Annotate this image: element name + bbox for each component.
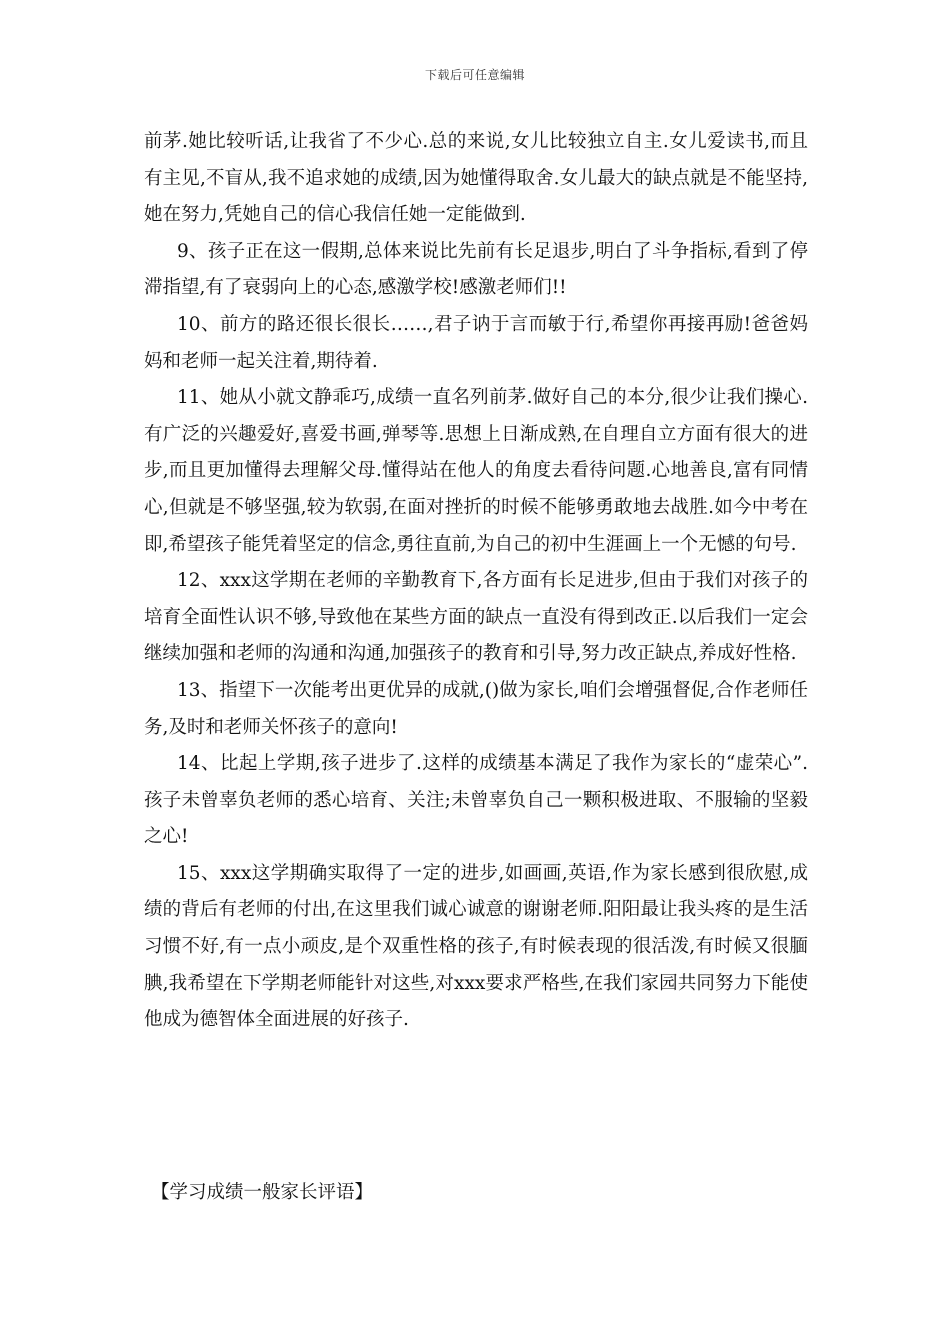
paragraph-continued: 前茅.她比较听话,让我省了不少心.总的来说,女儿比较独立自主.女儿爱读书,而且有主见,不盲从,我不追求她的成绩,因为她懂得取舍.女儿最大的缺点就是不能坚持,她在努力,凭她自己的信心我信任她一定能做到. [144,131,808,226]
paragraph-14: 14、比起上学期,孩子进步了.这样的成绩基本满足了我作为家长的“虚荣心”.孩子未曾辜负老师的悉心培育、关注;未曾辜负自己一颗积极进取、不服输的坚毅之心! [144,753,808,848]
section-title: 【学习成绩一般家长评语】 [151,1182,374,1203]
paragraph-13: 13、指望下一次能考出更优异的成就,()做为家长,咱们会增强督促,合作老师任务,及时和老师关怀孩子的意向! [144,679,808,738]
paragraph-9: 9、孩子正在这一假期,总体来说比先前有长足退步,明白了斗争指标,看到了停滞指望,有了衰弱向上的心态,感激学校!感激老师们!! [144,240,808,299]
document-body [144,124,808,1039]
page-header: 下载后可任意编辑 [424,68,525,82]
paragraph-12: 12、xxx这学期在老师的辛勤教育下,各方面有长足进步,但由于我们对孩子的培育全面性认识不够,导致他在某些方面的缺点一直没有得到改正.以后我们一定会继续加强和老师的沟通和沟通,加强孩子的教育和引导,努力改正缺点,养成好性格. [144,570,808,665]
paragraph-11: 11、她从小就文静乖巧,成绩一直名列前茅.做好自己的本分,很少让我们操心.有广泛的兴趣爱好,喜爱书画,弹琴等.思想上日渐成熟,在自理自立方面有很大的进步,而且更加懂得去理解父母.懂得站在他人的角度去看待问题.心地善良,富有同情心,但就是不够坚强,较为软弱,在面对挫折的时候不能够勇敢地去战胜.如今中考在即,希望孩子能凭着坚定的信念,勇往直前,为自己的初中生涯画上一个无憾的句号. [144,387,808,555]
paragraph-10: 10、前方的路还很长很长……,君子讷于言而敏于行,希望你再接再励!爸爸妈妈和老师一起关注着,期待着. [144,313,808,372]
paragraph-15: 15、xxx这学期确实取得了一定的进步,如画画,英语,作为家长感到很欣慰,成绩的背后有老师的付出,在这里我们诚心诚意的谢谢老师.阳阳最让我头疼的是生活习惯不好,有一点小顽皮,是个双重性格的孩子,有时候表现的很活泼,有时候又很腼腆,我希望在下学期老师能针对这些,对xxx要求严格些,在我们家园共同努力下能使他成为德智体全面进展的好孩子. [144,862,808,1031]
